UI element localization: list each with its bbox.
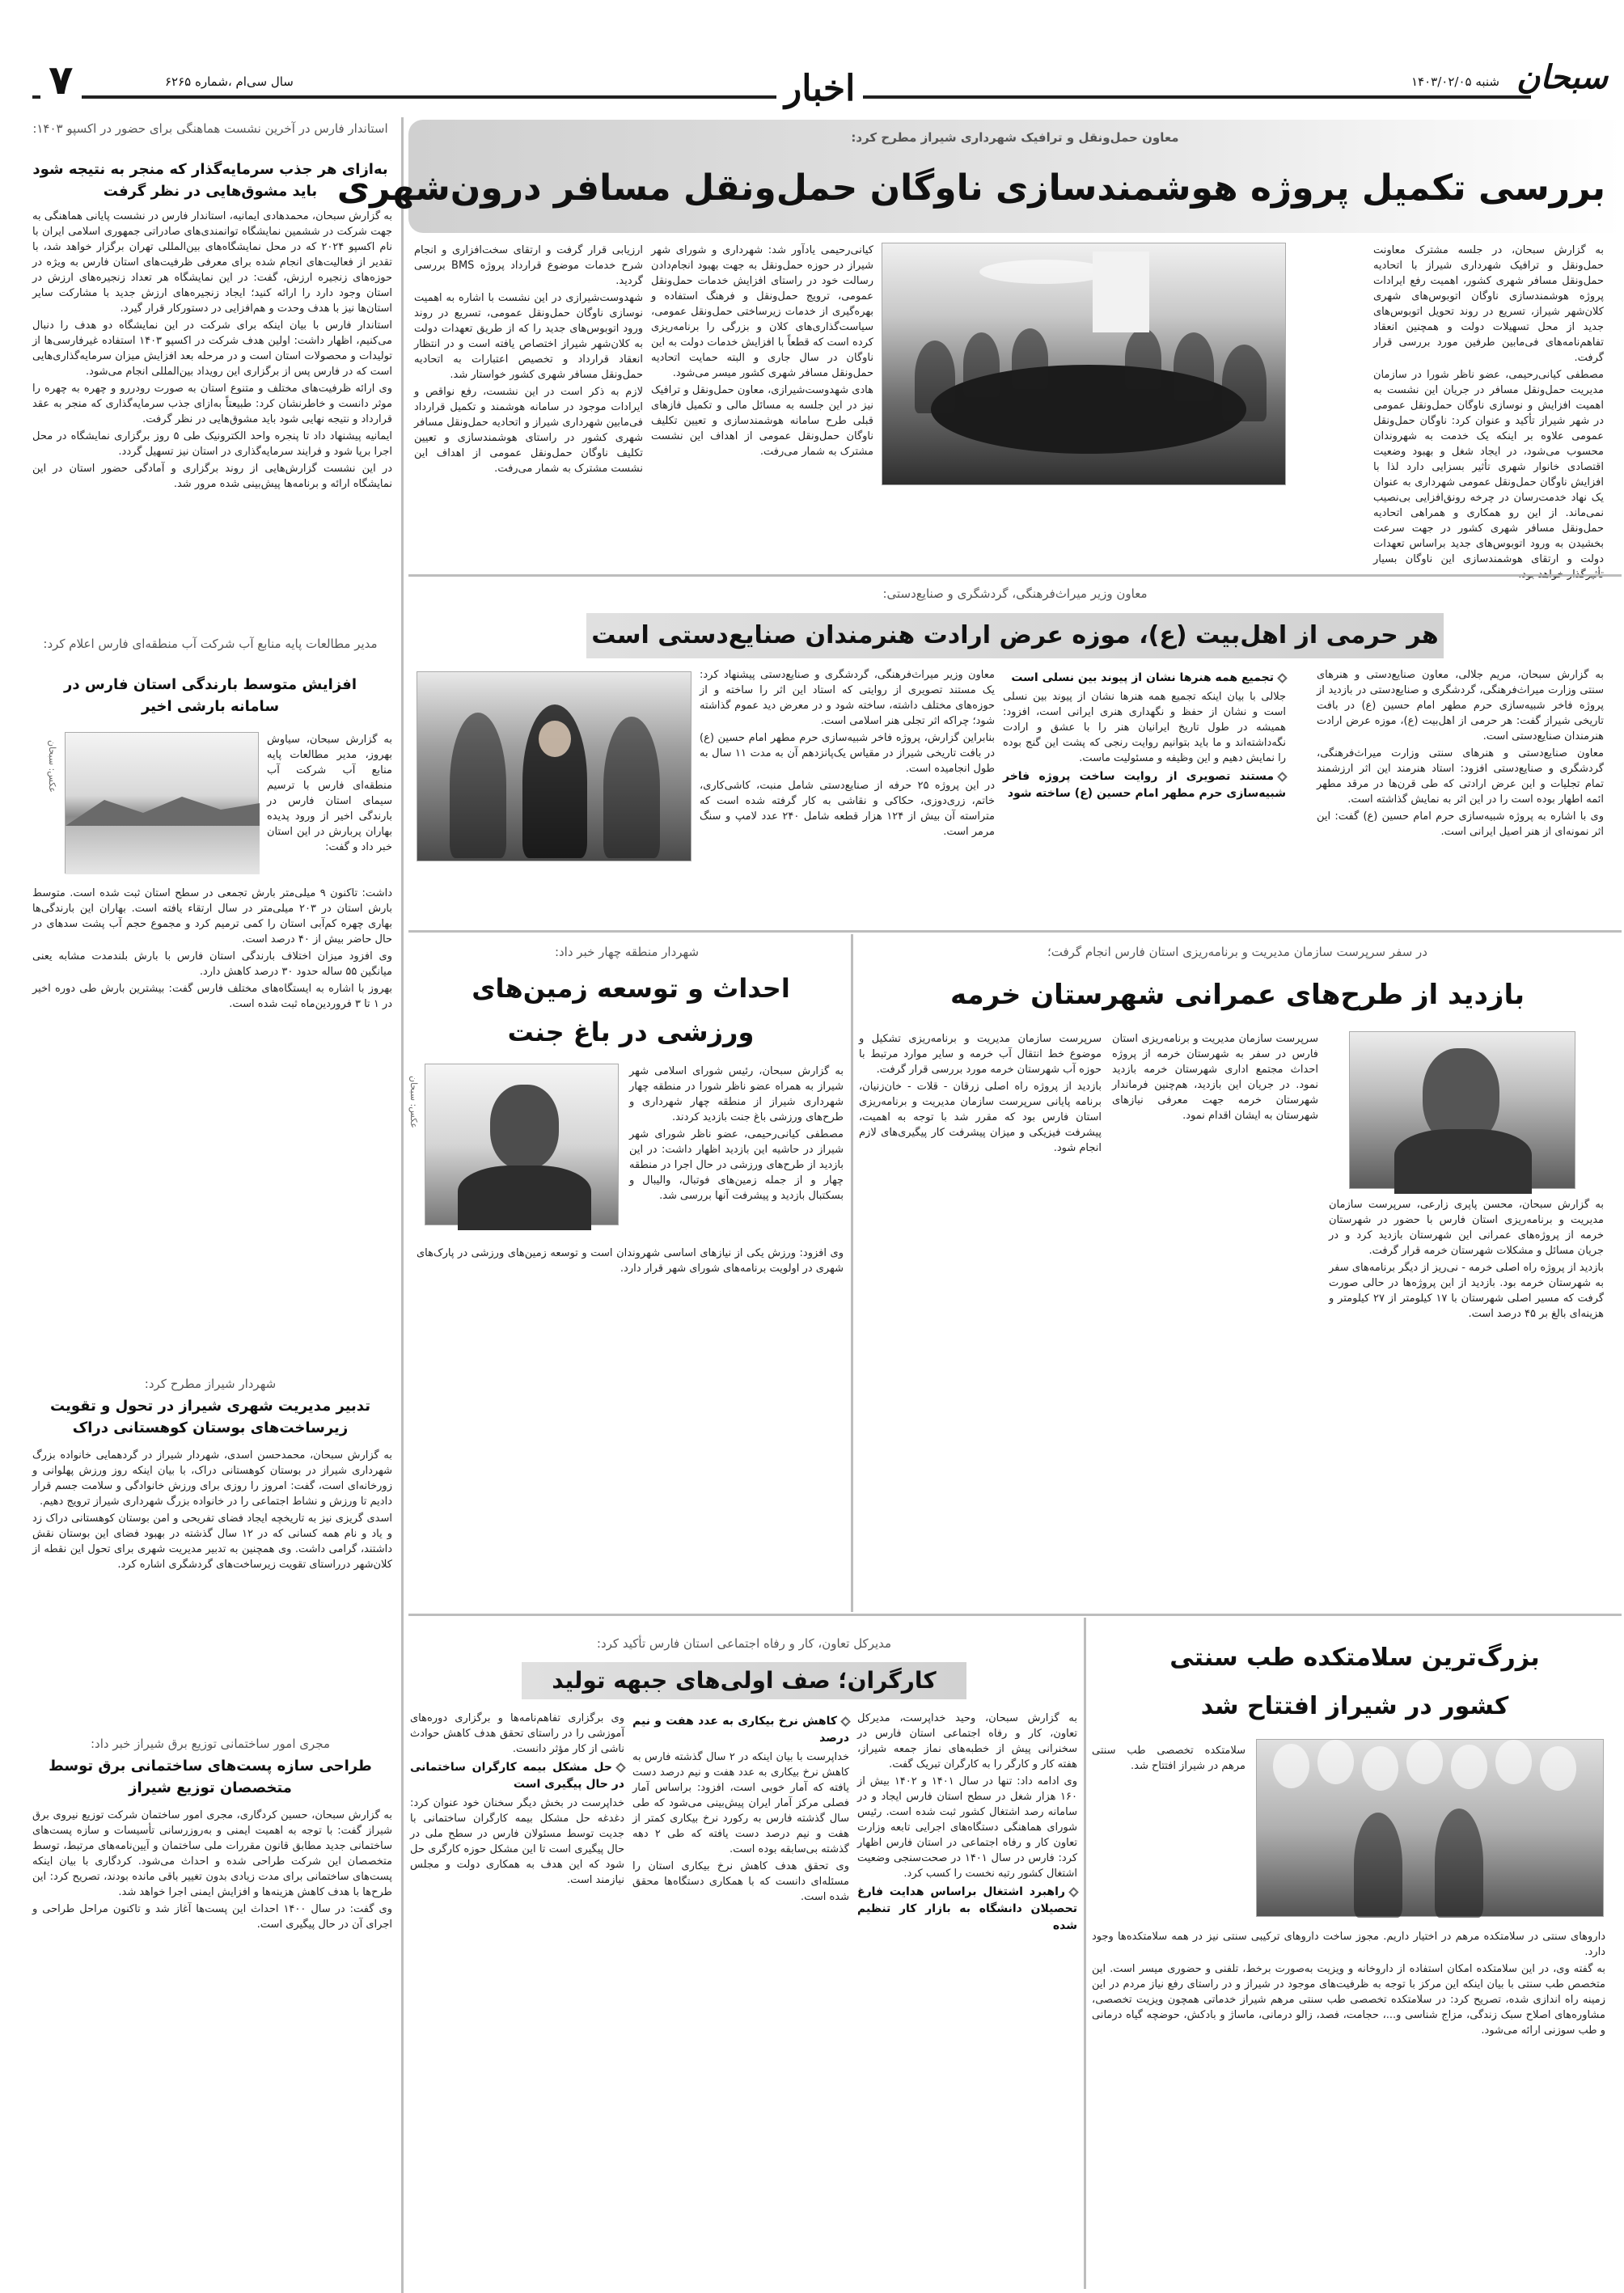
handicraft-kicker: معاون وزیر میراث‌فرهنگی، گردشگری و صنایع‌دستی: (882, 586, 1148, 601)
power-body (32, 1808, 392, 2285)
sports-photo-credit: عکس: سبحان (408, 1076, 419, 1128)
workers-headline: کارگران؛ صف اولی‌های جبهه تولید (522, 1662, 966, 1699)
sports-official-photo (425, 1064, 619, 1225)
medicine-intro (1092, 1743, 1245, 1917)
lead-paragraph: مصطفی کیانی‌رحیمی، عضو ناظر شورا در سازمان مدیریت حمل‌ونقل مسافر در جریان این نشست به اهمیت افزایش و نوسازی ناوگان حمل‌ونقل عمومی در شهر شیراز تأکید و عنوان کرد: ناوگان حمل‌ونقل عمومی علاوه بر اینکه یک خدمت به شهروندان محسوب می‌شود، در ایجاد شغل و بهبود وضعیت اقتصادی خانوار شهری تأثیر بسزایی دارد لذا با افزایش ناوگان حمل‌ونقل عمومی شهرداری به عنوان یک نهاد خدمت‌رسان در چرخه رونق‌افزایی بی‌نصیب نمی‌ماند. از این رو همکاری و همراهی اتحادیه حمل‌ونقل مسافر شهری کشور در جهت سرعت بخشیدن به ورود اتوبوس‌های جدید براساس تعهدات دولت و ارتقای هوشمندسازی این ناوگان بسیار (1373, 369, 1604, 565)
darak-body (32, 1448, 392, 1727)
workers-subhead-3: راهبرد اشتغال براساس هدایت فارغ تحصیلان دانشگاه به بازار کار تنظیم شده (857, 1885, 1077, 1932)
rainfall-body (32, 886, 392, 1367)
diamond-bullet-icon (840, 1716, 851, 1727)
workers-col-3 (410, 1711, 624, 2285)
sports-paragraph: مصطفی کیانی‌رحیمی، عضو ناظر شورای شهر شیراز در حاشیه این بازدید اظهار داشت: در این بازدید از طرح‌های ورزشی در حال اجرا در منطقه چهار و از جمله زمین‌های فوتبال، والیبال و بسکتبال بازدید و پیشرفت آنها بررسی شد. (629, 1128, 844, 1202)
khorrameh-col-3 (859, 1031, 1102, 1606)
handicraft-subhead-1: تجمیع همه هنرها نشان از پیوند بین نسلی است (1003, 670, 1286, 687)
rainfall-intro (267, 732, 392, 878)
power-kicker: مجری امور ساختمانی توزیع برق شیراز خبر داد: (90, 1737, 330, 1751)
expo-headline: به‌ازای هر جذب سرمایه‌گذار که منجر به نتیجه شود باید مشوق‌هایی در نظر گرفت (32, 161, 388, 200)
khorrameh-headline: بازدید از طرح‌های عمرانی شهرستان خرمه (950, 979, 1525, 1011)
lead-paragraph: به گزارش سبحان، در جلسه مشترک معاونت حمل‌ونقل و ترافیک شهرداری شیراز با اتحادیه حمل‌ونقل مسافر شهری کشور، اهمیت رفع ایرادات پروژه هوشمندسازی ناوگان اتوبوس‌های شهری کلان‌شهر شیراز، تسریع در روند تحویل اتوبوس‌های جدید از محل تسهیلات دولت و همچنین انعقاد تفاهم‌نامه‌های فی‌مابین طرفین مورد بررسی قرار گرفت. (1373, 244, 1604, 364)
darak-paragraph: به گزارش سبحان، محمدحسن اسدی، شهردار شیراز در گردهمایی خانواده بزرگ شهرداری شیراز در بوستان کوهستانی دراک، با بیان اینکه روز ورزش پهلوانی و زورخانه‌ای است، گفت: امروز را روزی برای ورزش خانوادگی و سلامت جسم قرار دادیم تا ورزش و نشاط اجتماعی را در خانواده بزرگ شهرداری شیراز ترویج دهیم. (32, 1449, 392, 1508)
khorrameh-paragraph: سرپرست سازمان مدیریت و برنامه‌ریزی تشکیل و موضوع خط انتقال آب خرمه و سایر موارد مرتبط با حوزه آب شهرستان خرمه مورد بررسی قرار گرفت. (859, 1033, 1102, 1076)
diamond-bullet-icon (1068, 1887, 1079, 1897)
rainfall-paragraph: داشت: تاکنون ۹ میلی‌متر بارش تجمعی در سطح استان ثبت شده است. متوسط بارش استان در ۲۰۳ میلی‌متر در سال ارتقاء یافته است. بهاران این بارندگی‌ها بهاری چهره کم‌آبی استان را کمی ترمیم کرد و مجموع حجم آب پشت سدهای در حال حاضر بیش از ۴۰ درصد است. (32, 887, 392, 946)
sports-paragraph: به گزارش سبحان، رئیس شورای اسلامی شهر شیراز به همراه عضو ناظر شورا در منطقه چهار شهرداری شیراز از منطقه چهار شهرداری و طرح‌های ورزشی باغ جنت بازدید کردند. (629, 1065, 844, 1123)
diamond-bullet-icon (1277, 673, 1288, 683)
page-number: ۷ (40, 57, 82, 104)
rainfall-headline: افزایش متوسط بارندگی استان فارس در سامانه بارشی اخیر (63, 676, 357, 715)
handicraft-paragraph: معاون وزیر میراث‌فرهنگی، گردشگری و صنایع‌دستی پیشنهاد کرد: یک مستند تصویری از روایتی که استاد این اثر را ساخته و از حوزه‌های مختلف داشته، ساخته شود و در معرض دید عموم گذاشته شود؛ چراکه اثر تجلی هنر اسلامی است. (700, 669, 995, 727)
workers-subhead-1: کاهش نرخ بیکاری به عدد هفت و نیم درصد (632, 1715, 849, 1745)
expo-kicker: استاندار فارس در آخرین نشست هماهنگی برای حضور در اکسپو ۱۴۰۳: (32, 121, 388, 136)
rainfall-paragraph: بهروز با اشاره به ایستگاه‌های مختلف فارس گفت: بیشترین بارش طی دوره اخیر در ۱ تا ۳ فروردین‌ماه ثبت شده است. (32, 983, 392, 1010)
workers-subhead-2: حل مشکل بیمه کارگران ساختمانی در حال پیگیری است (410, 1761, 624, 1791)
issue-date: شنبه ۱۴۰۳/۰۲/۰۵ (1408, 74, 1503, 89)
expo-paragraph: در این نشست گزارش‌هایی از روند برگزاری و آمادگی حضور استان در این نمایشگاه ارائه و برنامه‌ها پیش‌بینی شده مرور شد. (32, 463, 392, 490)
handicraft-photo (417, 671, 691, 861)
handicraft-paragraph: معاون صنایع‌دستی و هنرهای سنتی وزارت میراث‌فرهنگی، گردشگری و صنایع‌دستی افزود: استاد هنرمند این اثر ارزشمند تمام تجلیات و این عرض ارادتی که طی قرن‌ها در مرقد مطهر ائمه اطهار بوده است را در این اثر به نمایش گذاشته است. (1317, 747, 1604, 806)
handicraft-col-2 (1003, 667, 1286, 924)
expo-paragraph: ایمانیه پیشنهاد داد تا پنجره واحد الکترونیک طی ۵ روز برگزاری نمایشگاه در محل اجرا برپا شود و فرایند سرمایه‌گذاری در استان نیز تسهیل گردد. (32, 430, 393, 458)
darak-kicker: شهردار شیراز مطرح کرد: (144, 1377, 277, 1391)
darak-headline: تدبیر مدیریت شهری شیراز در تحول و تقویت زیرساخت‌های بوستان کوهستانی دراک (50, 1398, 370, 1436)
handicraft-subhead-2: مستند تصویری از روایت ساخت پروژه فاخر شبیه‌سازی حرم مطهر امام حسین (ع) ساخته شود (1003, 770, 1286, 800)
clinic-opening-photo (1256, 1739, 1604, 1917)
medicine-body (1092, 1929, 1605, 2285)
section-title: اخبار (776, 68, 863, 109)
water-photo-credit: عکس: سبحان (47, 740, 57, 793)
lead-paragraph: ارزیابی قرار گرفت و ارتقای سخت‌افزاری و انجام شرح خدمات موضوع قرارداد پروژه BMS بررسی گردید. (414, 244, 643, 287)
masthead (0, 57, 1624, 109)
rainfall-paragraph: وی افزود میزان اختلاف بارندگی استان فارس با بارش بلندمدت مشابه یعنی میانگین ۵۵ ساله حدود ۳۰ درصد کاهش دارد. (32, 950, 392, 978)
handicraft-col-3 (700, 667, 995, 924)
power-paragraph: به گزارش سبحان، حسین کردگاری، مجری امور ساختمان شرکت توزیع نیروی برق شیراز گفت: با توجه به اهمیت ایمنی و به‌روزرسانی تأسیسات و سازه پست‌های ساختمانی جدید مطابق قانون مقررات ملی ساختمان و آیین‌نامه‌های مرتبط، توسط متخصصان این شرکت طراحی شده و احداث می‌شود. کردگاری با بیان اینکه پست‌های ساختمانی برای مدت زیادی بدون تغییر باقی مانده بودند، تصریح کرد: این طرح‌ها با هدف کاهش هزینه‌ها و افزایش ایمنی اجرا خواهد شد. (32, 1809, 392, 1898)
section-divider (408, 574, 1622, 577)
khorrameh-paragraph: بازدید از پروژه راه اصلی زرقان - قلات - خان‌زنیان، برنامه پایانی سرپرست سازمان مدیریت و برنامه‌ریزی استان فارس بود که مقرر شد با توجه به اهمیت، پیشرفت فیزیکی و میزان پیشرفت کار پیگیری‌های لازم انجام شود. (859, 1081, 1102, 1154)
lead-col-3 (414, 243, 643, 566)
workers-paragraph: خداپرست در بخش دیگر سخنان خود عنوان کرد: دغدغه حل مشکل بیمه کارگران ساختمانی با جدیت توسط مسئولان فارس در سطح ملی در حال پیگیری است تا این مشکل حوزه کارگری حل شود که این هدف به همکاری دولت و مجلس نیازمند است. (410, 1797, 624, 1886)
sports-headline: احداث و توسعه زمین‌های ورزشی در باغ جنت (472, 973, 790, 1047)
medicine-paragraph: به گفته وی، در این سلامتکده امکان استفاده از داروخانه و ویزیت به‌صورت برخط، تلفنی و حضوری میسر است. این متخصص طب سنتی با بیان اینکه این مرکز با توجه به ظرفیت‌های موجود در شیراز و در راستای رفع نیاز مردم در این زمینه راه اندازی شده، تصریح کرد: در سلامتکده تخصصی طب سنتی مرهم شیراز خدماتی همچون ویزیت تخصصی، مشاوره‌های اصلاح سبک زندگی، مزاج شناسی و...، حجامت، فصد، زالو درمانی، ماساژ و بادکش، حوضچه گیاه درمانی و طب سوزنی ارائه می‌شود. (1092, 1963, 1605, 2037)
issue-number: سال سی‌ام ،شماره ۶۲۶۵ (162, 74, 297, 89)
column-divider (851, 934, 853, 1612)
left-column-divider (401, 117, 404, 2293)
khorrameh-kicker: در سفر سرپرست سازمان مدیریت و برنامه‌ریزی استان فارس انجام گرفت؛ (1047, 945, 1427, 959)
lead-headline: بررسی تکمیل پروژه هوشمندسازی ناوگان حمل‌ونقل مسافر درون‌شهری (336, 167, 1605, 209)
workers-paragraph: وی برگزاری تفاهم‌نامه‌ها و برگزاری دوره‌های آموزشی را در راستای تحقق هدف کاهش حوادث ناشی از کار مؤثر دانست. (410, 1712, 624, 1755)
khorrameh-paragraph: بازدید از پروژه راه اصلی خرمه - نی‌ریز از دیگر برنامه‌های سفر به شهرستان خرمه بود. بازدید از این پروژه‌ها در حالی صورت گرفت که مسیر اصلی شهرستان با ۱۷ کیلومتر از ۲۷ کیلومتر و هزینه‌ای بالغ بر ۴۵ درصد است. (1329, 1262, 1605, 1320)
handicraft-col-1 (1317, 667, 1604, 924)
diamond-bullet-icon (615, 1762, 626, 1773)
expo-paragraph: به گزارش سبحان، محمدهادی ایمانیه، استاندار فارس در نشست پایانی هماهنگی به جهت شرکت در ششمین نمایشگاه توانمندی‌های صادراتی جمهوری اسلامی ایران با نام اکسپو ۲۰۲۴ که در محل نمایشگاه‌های بین‌المللی تهران برگزار خواهد شد، با تقدیر از فعالیت‌های انجام شده برای معرفی ظرفیت‌های استان فارس به ویژه در حوزه‌های زنجیره ارزش، گفت: در این نمایشگاه هر تعداد زنجیره‌های ارزش در استان وجود دارد را ارائه کنید؛ ایجاد زنجیره‌های ارزش جدید با مشارکت سایر استان‌ها نیز با هدف وحدت و هم‌افزایی در دستورکار قرار گیرد. (32, 210, 392, 315)
sports-col-2 (417, 1246, 844, 1606)
lead-col-2 (651, 243, 873, 566)
darak-paragraph: اسدی گریزی نیز به تاریخچه ایجاد فضای تفریحی و امن بوستان کوهستانی دراک زد و یاد و نام همه کسانی که در ۱۲ سال گذشته در بهبود فضای این بوستان نقش داشتند، گرامی داشت. وی همچنین به تدبیر مدیریت شهری برای تحول این نقطه از کلان‌شهر درراستای تقویت زیرساخت‌های گردشگری اشاره کرد. (32, 1512, 392, 1571)
handicraft-paragraph: وی با اشاره به پروژه شبیه‌سازی حرم امام حسین (ع) گفت: این اثر نمونه‌ای از هنر اصیل ایرانی است. (1317, 810, 1604, 838)
handicraft-paragraph: به گزارش سبحان، مریم جلالی، معاون صنایع‌دستی و هنرهای سنتی وزارت میراث‌فرهنگی، گردشگری و صنایع‌دستی در بازدید از پروژه فاخر شبیه‌سازی حرم مطهر امام حسین (ع) در بافت تاریخی شیراز گفت: هر حرمی از اهل‌بیت (ع)، موزه عرض ارادت هنرمندان صنایع‌دستی است. (1317, 669, 1604, 742)
lake-photo (65, 732, 259, 874)
lead-kicker: معاون حمل‌ونقل و ترافیک شهرداری شیراز مطرح کرد: (851, 130, 1179, 145)
diamond-bullet-icon (1277, 772, 1288, 782)
power-paragraph: وی گفت: در سال ۱۴۰۰ احداث این پست‌ها آغاز شد و تاکنون مراحل طراحی و اجرای آن در حال پیگیری است. (32, 1903, 392, 1931)
medicine-headline: بزرگ‌ترین سلامتکده طب سنتی کشور در شیراز افتتاح شد (1169, 1644, 1540, 1720)
expo-body (32, 209, 392, 625)
rainfall-paragraph: به گزارش سبحان، سیاوش بهروز، مدیر مطالعات پایه منابع آب شرکت آب منطقه‌ای فارس با ترسیم سیمای استان فارس در بارندگی اخیر از ورود پدیده بهاران پربارش در این استان خبر داد و گفت: (267, 734, 392, 853)
workers-col-2 (632, 1711, 849, 2285)
expo-paragraph: استاندار فارس با بیان اینکه برای شرکت در این نمایشگاه دو هدف را دنبال می‌کنیم، اظهار داشت: اولین هدف شرکت در اکسپو ۱۴۰۳ استفاده غیرفارسی‌ها از تولیدات و محصولات استان است و در مرحله بعد افزایش میزان سرمایه‌گذاری‌هایی است که در فارس پس از برگزاری این رویداد بین‌المللی انجام می‌شود. (32, 319, 392, 378)
workers-paragraph: وی تحقق هدف کاهش نرخ بیکاری استان را مسئله‌ای دانست که با همکاری دستگاه‌ها محقق شده است. (632, 1860, 849, 1903)
lead-paragraph: کیانی‌رحیمی یادآور شد: شهرداری و شورای شهر شیراز در حوزه حمل‌ونقل به جهت بهبود انجام‌دادن رسالت خود در راستای افزایش خدمات حمل‌ونقل عمومی، ترویج حمل‌ونقل و فرهنگ استفاده و بهره‌گیری از خدمات زیرساختی حمل‌ونقل عمومی، سیاست‌گذاری‌های کلان و بزرگی را برنامه‌ریزی کرده است که قطعاً با افزایش خدمات دولت به این ناوگان در سال جاری و البته حمایت اتحادیه حمل‌ونقل مسافر شهری کشور میسر می‌شود. (651, 244, 873, 379)
handicraft-headline: هر حرمی از اهل‌بیت (ع)، موزه عرض ارادت هنرمندان صنایع‌دستی است (586, 613, 1444, 658)
medicine-paragraph: داروهای سنتی در سلامتکده مرهم در اختیار داریم. مجوز ساخت داروهای ترکیبی سنتی نیز در همه سلامتکده‌ها وجود دارد. (1092, 1931, 1605, 1958)
column-divider (1084, 1618, 1086, 2289)
handicraft-paragraph: بنابراین گزارش، پروژه فاخر شبیه‌سازی حرم مطهر امام حسین (ع) در بافت تاریخی شیراز در مقیاس یک‌پانزدهم آن به مدت ۱۱ سال به طول انجامیده است. (700, 732, 995, 775)
workers-paragraph: خداپرست با بیان اینکه در ۲ سال گذشته فارس به کاهش نرخ بیکاری به عدد هفت و نیم درصد دست یافته که آمار خوبی است، افزود: براساس آمار فصلی مرکز آمار ایران پیش‌بینی می‌شود که طی سال گذشته فارس به رکورد نرخ بیکاری کمتر از هفت و نیم درصد دست یافته که طی ۲ دهه گذشته بی‌سابقه بوده است. (632, 1751, 849, 1855)
lead-paragraph: هادی شهدوست‌شیرازی، معاون حمل‌ونقل و ترافیک نیز در این جلسه به مسائل مالی و تکمیل فازهای قبلی طرح سامانه هوشمندسازی و تعیین تکلیف ناوگان حمل‌ونقل عمومی از اهداف این نشست مشترک به شمار می‌رفت. (651, 384, 873, 458)
newspaper-logo: سبحان (1516, 58, 1608, 96)
workers-paragraph: وی ادامه داد: تنها در سال ۱۴۰۱ و ۱۴۰۲ بیش از ۱۶۰ هزار شغل در سطح استان فارس ایجاد و در سامانه رصد اشتغال کشور ثبت شده است. رئیس شورای هماهنگی دستگاه‌های اجرایی تابعه وزارت تعاون کار و رفاه اجتماعی در استان فارس اظهار کرد: فارس در سال ۱۴۰۱ در صحت‌سنجی وضعیت اشتغال کشور رتبه نخست را کسب کرد. (857, 1775, 1078, 1880)
sports-kicker: شهردار منطقه چهار خبر داد: (554, 945, 700, 959)
khorrameh-col-1 (1329, 1197, 1604, 1606)
workers-paragraph: به گزارش سبحان، وحید خداپرست، مدیرکل تعاون، کار و رفاه اجتماعی استان فارس در سخنرانی پیش از خطبه‌های نماز جمعه شیراز، هفته کار و کارگر را به کارگران تبریک گفت. (857, 1712, 1077, 1771)
khorrameh-paragraph: سرپرست سازمان مدیریت و برنامه‌ریزی استان فارس در سفر به شهرستان خرمه از پروژه احداث مجتمع اداری شهرستان خرمه بازدید نمود. در جریان این بازدید، هم‌چنین فرماندار شهرستان خرمه جهت معرفی نیازهای شهرستان به ایشان اقدام نمود. (1112, 1033, 1318, 1122)
rainfall-kicker: مدیر مطالعات پایه منابع آب شرکت آب منطقه‌ای فارس اعلام کرد: (43, 637, 378, 651)
workers-kicker: مدیرکل تعاون، کار و رفاه اجتماعی استان فارس تأکید کرد: (596, 1636, 892, 1651)
power-headline: طراحی سازه پست‌های ساختمانی برق توسط متخصصان توزیع شیراز (49, 1758, 372, 1796)
lead-headline-box (336, 120, 1622, 233)
workers-col-1 (857, 1711, 1077, 2285)
section-divider (408, 1614, 1622, 1616)
handicraft-paragraph: در این پروژه ۲۵ حرفه از صنایع‌دستی شامل منبت، کاشی‌کاری، خاتم، زری‌دوزی، حکاکی و نقاشی به کار گرفته شده است که متراسته آن بیش از ۱۲۴ هزار قطعه شامل ۲۴۰ عدد لامپ و سنگ مرمر است. (700, 780, 995, 838)
sports-col-1 (629, 1064, 844, 1237)
section-divider (408, 930, 1622, 933)
sports-paragraph: وی افزود: ورزش یکی از نیازهای اساسی شهروندان است و توسعه زمین‌های ورزشی در پارک‌های شهری در اولویت برنامه‌های شورای شهر قرار دارد. (417, 1247, 844, 1275)
lead-col-1 (1373, 243, 1604, 566)
lead-paragraph: لازم به ذکر است در این نشست، رفع نواقص و ایرادات موجود در سامانه هوشمند و تکمیل قرارداد فی‌مابین شهرداری شیراز و اتحادیه حمل‌ونقل مسافر شهری کشور در راستای هوشمندسازی و تعیین تکلیف ناوگان حمل‌ونقل عمومی از اهداف این نشست مشترک به شمار می‌رفت. (414, 386, 643, 475)
medicine-paragraph: سلامتکده تخصصی طب سنتی مرهم در شیراز افتتاح شد. (1092, 1745, 1245, 1772)
khorrameh-paragraph: به گزارش سبحان، محسن پاپری زارعی، سرپرست سازمان مدیریت و برنامه‌ریزی استان فارس با حضور در شهرستان خرمه از پروژه‌های عمرانی این شهرستان بازدید کرد و در جریان مسائل و مشکلات شهرستان خرمه قرار گرفت. (1329, 1199, 1604, 1257)
expo-paragraph: وی ارائه ظرفیت‌های مختلف و متنوع استان به صورت رودررو و چهره به چهره را موثر دانست و خاطرنشان کرد: طبیعتاً به‌ازای جذب سرمایه‌گذاری که منجر به عقد قرارداد و نتیجه نهایی شود باید مشوق‌هایی در نظر گرفت. (32, 383, 392, 425)
handicraft-paragraph: جلالی با بیان اینکه تجمیع همه هنرها نشان از پیوند بین نسلی است و نشان از حفظ و نگهداری هنری ایرانی است، افزود: همیشه در طول تاریخ ایرانیان هنر را با عشق و ارادت نگه‌داشته‌اند و ما باید بتوانیم روایت رنجی که پشت این گنج بوده را نمایش دهیم و این وظیفه و مسئولیت ماست. (1003, 691, 1286, 764)
official-portrait-photo (1349, 1031, 1575, 1189)
khorrameh-col-2 (1112, 1031, 1318, 1606)
lead-paragraph: شهدوست‌شیرازی در این نشست با اشاره به اهمیت نوسازی ناوگان حمل‌ونقل عمومی، تسریع در روند ورود اتوبوس‌های جدید را که از طریق تعهدات دولت به کلان‌شهر شیراز اختصاص یافته است و در انتظار انعقاد قرارداد و تخصیص اعتبارات به اتحادیه حمل‌ونقل مسافر شهری کشور خواستار شد. (414, 292, 643, 381)
meeting-photo (882, 243, 1286, 485)
